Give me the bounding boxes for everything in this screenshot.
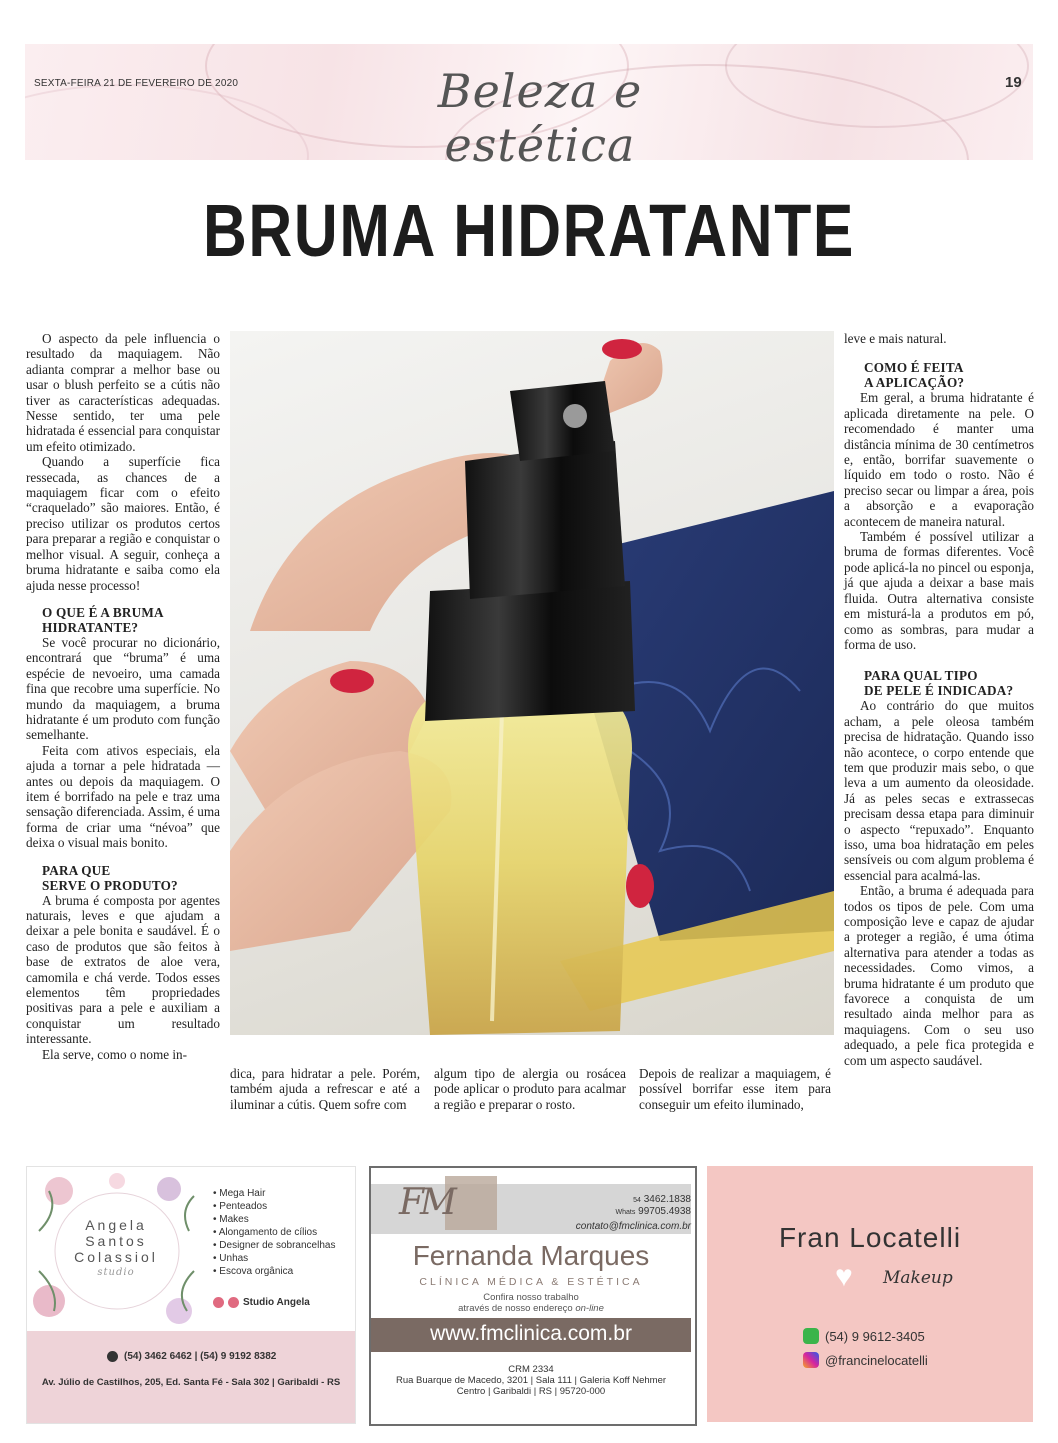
instagram-icon: [803, 1352, 819, 1368]
website-link[interactable]: www.fmclinica.com.br: [430, 1322, 632, 1345]
page-number: 19: [1005, 74, 1022, 91]
fm-name: Fernanda Marques: [412, 1240, 650, 1271]
ad-fm-clinica[interactable]: [369, 1166, 697, 1426]
paragraph: A bruma é composta por agentes naturais, leves e que ajudam a deixar a pele bonita e saudável. É o caso de produtos que são feitos à base de extratos de aloe vera, camomila e chá verde. Todos esses elementos têm propriedades positivas para a pele e auxiliam a conquistar um resultado interessante.: [26, 892, 220, 1047]
paragraph: Depois de realizar a maquiagem, é possível borrifar esse item para conseguir um efeito iluminado,: [639, 1066, 831, 1112]
service-item: • Unhas: [213, 1253, 249, 1264]
paragraph: O aspecto da pele influencia o resultado da maquiagem. Não adianta comprar a melhor base ou usar o blush perfeito se a cútis não tiver as características adequadas. Nesse sentido, ter uma pele hidratada é essencial para conquistar um efeito otimizado.: [26, 331, 220, 454]
spray-bottle-illustration: [230, 331, 834, 1035]
fm-address: CRM 2334 Rua Buarque de Macedo, 3201 | Sala 111 | Galeria Koff Nehmer Centro | Garibaldi | RS | 95720-000: [395, 1364, 667, 1397]
paragraph: Ao contrário do que muitos acham, a pele oleosa também precisa de hidratação. Quando isso não acontece, o corpo entende que tem que produzir mais sebo, o que leva a um aumento da oleosidade. Já as peles secas e extrassecas precisam dessa etapa para diminuir o aspecto “repuxado”. Enquanto isso, uma boa hidratação em peles sensíveis ou com algum problema é essencial para acalmá-las.: [844, 698, 1034, 883]
paragraph: Também é possível utilizar a bruma de formas diferentes. Você pode aplicá-la no pincel ou esponja, já que ajuda a deixar a base mais fluida. Outra alternativa consiste em misturá-la a produtos em pó, como as sombras, para mudar a forma de uso.: [844, 529, 1034, 652]
address: Av. Júlio de Castilhos, 205, Ed. Santa Fé - Sala 302 | Garibaldi - RS: [41, 1377, 341, 1388]
phone-line[interactable]: (54) 3462 6462 | (54) 9 9192 8382: [107, 1351, 276, 1362]
fm-monogram: FM: [399, 1182, 453, 1223]
service-item: • Designer de sobrancelhas: [213, 1240, 336, 1251]
angela-logo-text: Angela Santos Colassiol studio: [74, 1217, 158, 1278]
fm-subtitle: CLÍNICA MÉDICA & ESTÉTICA: [419, 1276, 643, 1288]
heart-icon: ♥: [835, 1260, 853, 1293]
subheading: COMO É FEITA A APLICAÇÃO?: [864, 360, 965, 391]
section-title: Beleza e estética: [437, 64, 643, 172]
fran-instagram[interactable]: @francinelocatelli: [803, 1352, 928, 1368]
paragraph: Quando a superfície fica ressecada, as chances de a maquiagem ficar com o efeito “craquelado” são maiores. Então, é preciso utilizar os produtos certos para preparar a região e conquistar o melhor visual. A seguir, conheça a bruma hidratante e saiba como ela ajuda nesse processo!: [26, 454, 220, 593]
whatsapp-icon: [107, 1351, 118, 1362]
email-link[interactable]: contato@fmclinica.com.br: [575, 1221, 691, 1232]
service-item: • Makes: [213, 1214, 249, 1225]
article-column-1: [26, 331, 220, 1062]
ad-fran-locatelli[interactable]: [707, 1166, 1033, 1422]
fran-tagline: Makeup: [883, 1268, 953, 1288]
article-photo: [230, 331, 834, 1035]
paragraph: dica, para hidratar a pele. Porém, também ajuda a refrescar e até a iluminar a cútis. Quem sofre com: [230, 1066, 420, 1112]
paragraph: leve e mais natural.: [844, 331, 947, 346]
ad-angela-studio[interactable]: [26, 1166, 356, 1424]
whatsapp-icon: [803, 1328, 819, 1344]
article-continuation: [639, 1066, 831, 1112]
fm-contact: 54 3462.1838 Whats 99705.4938 contato@fmclinica.com.br: [567, 1194, 691, 1232]
service-item: • Penteados: [213, 1201, 268, 1212]
article-column-4: [844, 331, 1034, 1068]
article-continuation: [230, 1066, 420, 1112]
paragraph: Então, a bruma é adequada para todos os tipos de pele. Com uma composição leve e capaz de ajudar a proteger a região, é uma ótima alternativa para atender a todas as necessidades. Como vimos, a bruma hidratante é um produto que favorece a conquista de um resultado ainda melhor para as maquiagens. Com o seu uso adequado, a pele fica protegida e com um aspecto saudável.: [844, 883, 1034, 1068]
headline: BRUMA HIDRATANTE: [202, 189, 856, 272]
fm-note: Confira nosso trabalho através de nosso endereço on-line: [458, 1292, 604, 1314]
service-item: • Mega Hair: [213, 1188, 266, 1199]
services-list: [213, 1187, 335, 1278]
service-item: • Escova orgânica: [213, 1266, 294, 1277]
instagram-icon: [213, 1297, 224, 1308]
paragraph: Se você procurar no dicionário, encontrará que “bruma” é uma espécie de nevoeiro, uma camada fina que recobre uma superfície. No mundo da maquiagem, a bruma hidratante é um produto com função semelhante.: [26, 634, 220, 743]
subheading: PARA QUE SERVE O PRODUTO?: [42, 862, 178, 893]
article-continuation: [434, 1066, 626, 1112]
paragraph: Em geral, a bruma hidratante é aplicada diretamente na pele. O recomendado é manter uma distância mínima de 30 centímetros e, então, borrifar suavemente o líquido em todo o rosto. Não é preciso secar ou limpar a área, pois a absorção e a evaporação acontecem de maneira natural.: [844, 390, 1034, 529]
social-handle[interactable]: Studio Angela: [213, 1297, 310, 1308]
paragraph: Ela serve, como o nome in-: [42, 1046, 188, 1062]
subheading: O QUE É A BRUMA HIDRATANTE?: [42, 604, 164, 635]
fran-name: Fran Locatelli: [778, 1222, 962, 1253]
fran-phone[interactable]: (54) 9 9612-3405: [803, 1328, 925, 1344]
subheading: PARA QUAL TIPO DE PELE É INDICADA?: [864, 668, 1014, 699]
paragraph: algum tipo de alergia ou rosácea pode aplicar o produto para acalmar a região e preparar o rosto.: [434, 1066, 626, 1112]
issue-date: SEXTA-FEIRA 21 DE FEVEREIRO DE 2020: [34, 78, 239, 89]
angela-contact-band: [27, 1331, 355, 1423]
paragraph: Feita com ativos especiais, ela ajuda a tornar a pele hidratada — antes ou depois da maquiagem. O item é borrifado na pele e traz uma sensação diferenciada. Assim, é uma forma de criar uma “névoa” que deixa o visual mais bonito.: [26, 742, 220, 851]
service-item: • Alongamento de cílios: [213, 1227, 318, 1238]
facebook-icon: [228, 1297, 239, 1308]
